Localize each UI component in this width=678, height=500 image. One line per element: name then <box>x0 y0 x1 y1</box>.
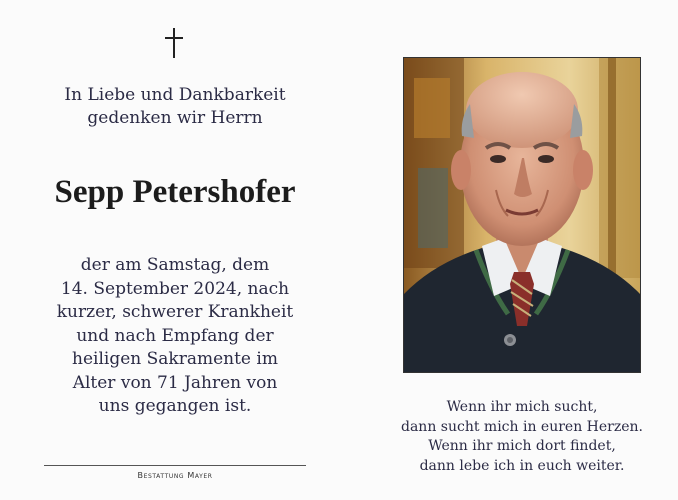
obituary-line: uns gegangen ist. <box>98 396 252 416</box>
obituary-line: der am Samstag, dem <box>80 255 270 275</box>
memorial-verse <box>372 398 672 476</box>
obituary-line: kurzer, schwerer Krankheit <box>56 302 294 322</box>
obituary-text <box>0 254 350 419</box>
verse-line: Wenn ihr mich sucht, <box>446 399 598 415</box>
portrait-photo <box>403 57 641 373</box>
footer-divider <box>44 465 306 466</box>
verse-line: Wenn ihr mich dort findet, <box>428 438 616 454</box>
portrait-illustration <box>404 58 640 372</box>
undertaker-name: Bestattung Mayer <box>137 471 213 480</box>
latin-cross-icon <box>165 28 183 58</box>
obituary-line: Alter von 71 Jahren von <box>72 372 278 393</box>
intro-text <box>0 84 350 130</box>
intro-line: gedenken wir Herrn <box>87 108 263 128</box>
verse-line: dann sucht mich in euren Herzen. <box>401 418 643 435</box>
verse-line: dann lebe ich in euch weiter. <box>419 457 625 474</box>
deceased-name: Sepp Petershofer <box>54 174 296 210</box>
intro-line: In Liebe und Dankbarkeit <box>64 85 286 105</box>
obituary-line: heiligen Sakramente im <box>72 349 278 369</box>
obituary-line: 14. September 2024, nach <box>60 278 290 299</box>
obituary-line: und nach Empfang der <box>76 325 274 346</box>
